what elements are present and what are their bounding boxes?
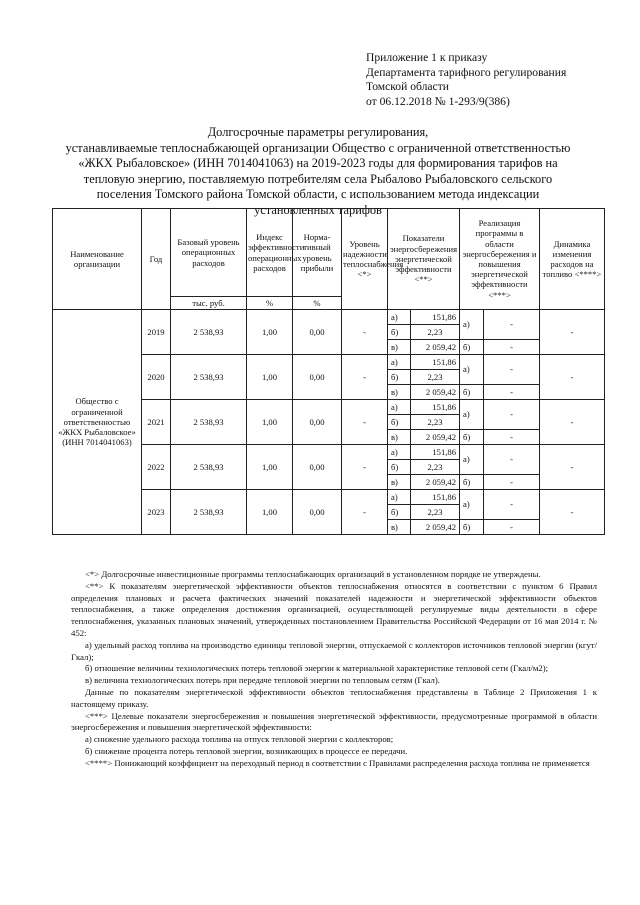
program-value-a: - — [484, 490, 540, 520]
reliability-cell: - — [342, 355, 388, 400]
energy-value-a: 151,86 — [411, 490, 460, 505]
footnote: б) отношение величины технологических потерь тепловой энергии к материальной характеристике тепловой сети (Гкал/м2); — [85, 663, 549, 674]
order-header — [366, 51, 566, 109]
energy-marker: а) — [388, 355, 411, 370]
energy-value-v: 2 059,42 — [411, 385, 460, 400]
profit-level-cell: 0,00 — [293, 310, 342, 355]
fuel-dynamics-cell: - — [540, 355, 605, 400]
program-marker: б) — [460, 520, 484, 535]
energy-value-a: 151,86 — [411, 355, 460, 370]
fuel-dynamics-cell: - — [540, 400, 605, 445]
profit-level-cell: 0,00 — [293, 445, 342, 490]
profit-level-cell: 0,00 — [293, 490, 342, 535]
program-marker: а) — [460, 355, 484, 385]
header-reliability: Уровень надежности теплоснабжения <*> — [342, 209, 388, 310]
energy-marker: б) — [388, 370, 411, 385]
header-line: от 06.12.2018 № 1-293/9(386) — [366, 94, 510, 108]
energy-value-v: 2 059,42 — [411, 520, 460, 535]
fuel-dynamics-cell: - — [540, 310, 605, 355]
program-value-a: - — [484, 310, 540, 340]
energy-marker: б) — [388, 460, 411, 475]
program-value-b: - — [484, 340, 540, 355]
unit-norm: % — [293, 297, 342, 310]
efficiency-index-cell: 1,00 — [247, 355, 293, 400]
year-cell: 2021 — [142, 400, 171, 445]
title-line: устанавливаемые теплоснабжающей организации Общество с ограниченной ответственностью — [65, 140, 571, 155]
title-line: тепловую энергию, поставляемую потребителям села Рыбалово Рыбаловского сельского — [83, 171, 553, 186]
program-marker: б) — [460, 385, 484, 400]
header-program: Реализация программы в области энергосбережения и повышения энергетической эффективности <***> — [460, 209, 540, 310]
fuel-dynamics-cell: - — [540, 490, 605, 535]
energy-value-a: 151,86 — [411, 400, 460, 415]
header-line: Департамента тарифного регулирования — [366, 65, 567, 79]
header-line: Томской области — [366, 80, 449, 93]
fuel-dynamics-cell: - — [540, 445, 605, 490]
energy-marker: в) — [388, 385, 411, 400]
energy-marker: в) — [388, 520, 411, 535]
program-marker: а) — [460, 400, 484, 430]
program-marker: б) — [460, 340, 484, 355]
base-cost-cell: 2 538,93 — [171, 310, 247, 355]
table-row — [53, 310, 605, 325]
energy-value-a: 151,86 — [411, 445, 460, 460]
unit-index: % — [247, 297, 293, 310]
program-value-b: - — [484, 385, 540, 400]
energy-value-b: 2,23 — [411, 370, 460, 385]
efficiency-index-cell: 1,00 — [247, 490, 293, 535]
energy-marker: б) — [388, 505, 411, 520]
title-line: установленных тарифов — [254, 202, 382, 217]
footnote: а) удельный расход топлива на производство единицы тепловой энергии, отпускаемой с коллекторов источников тепловой энергии (кгут/Гкал); — [71, 639, 597, 662]
base-cost-cell: 2 538,93 — [171, 400, 247, 445]
parameters-table — [52, 208, 605, 535]
unit-base: тыс. руб. — [171, 297, 247, 310]
program-value-b: - — [484, 430, 540, 445]
footnote: Данные по показателям энергетической эффективности объектов теплоснабжения представлены в Таблице 2 Приложения 1 к настоящему приказу. — [71, 686, 597, 709]
energy-value-b: 2,23 — [411, 505, 460, 520]
energy-marker: б) — [388, 325, 411, 340]
program-value-a: - — [484, 400, 540, 430]
base-cost-cell: 2 538,93 — [171, 355, 247, 400]
header-line: Приложение 1 к приказу — [366, 51, 488, 64]
year-cell: 2022 — [142, 445, 171, 490]
program-marker: а) — [460, 445, 484, 475]
year-cell: 2020 — [142, 355, 171, 400]
header-base: Базовый уровень операционных расходов — [171, 209, 247, 297]
energy-marker: а) — [388, 490, 411, 505]
energy-value-b: 2,23 — [411, 415, 460, 430]
header-index: Индекс эффективности операционных расходов — [247, 209, 293, 297]
title-line: Долгосрочные параметры регулирования, — [207, 125, 429, 139]
program-value-a: - — [484, 445, 540, 475]
energy-value-v: 2 059,42 — [411, 475, 460, 490]
footnote: <***> Целевые показатели энергосбережения и повышения энергетической эффективности, предусмотренные программой в области энергосбережения и повышения энергетической эффективности: — [71, 710, 597, 733]
reliability-cell: - — [342, 490, 388, 535]
base-cost-cell: 2 538,93 — [171, 445, 247, 490]
footnote: а) снижение удельного расхода топлива на отпуск тепловой энергии с коллекторов; — [85, 734, 394, 745]
energy-marker: в) — [388, 340, 411, 355]
profit-level-cell: 0,00 — [293, 400, 342, 445]
footnote: <*> Долгосрочные инвестиционные программы теплоснабжающих организаций в установленном порядке не утверждены. — [85, 569, 541, 579]
program-marker: а) — [460, 310, 484, 340]
header-org: Наименование организации — [53, 209, 142, 310]
energy-marker: в) — [388, 475, 411, 490]
program-value-b: - — [484, 475, 540, 490]
energy-value-b: 2,23 — [411, 325, 460, 340]
footnote: в) величина технологических потерь при передаче тепловой энергии по тепловым сетям (Гкал). — [85, 675, 440, 686]
program-value-a: - — [484, 355, 540, 385]
header-dynamics: Динамика изменения расходов на топливо <****> — [540, 209, 605, 310]
energy-value-a: 151,86 — [411, 310, 460, 325]
year-cell: 2019 — [142, 310, 171, 355]
efficiency-index-cell: 1,00 — [247, 310, 293, 355]
energy-marker: а) — [388, 400, 411, 415]
program-marker: б) — [460, 430, 484, 445]
footnote: <****> Понижающий коэффициент на переходный период в соответствии с Правилами распределения расхода топлива не применяется — [85, 757, 590, 768]
footnote: <**> К показателям энергетической эффективности объектов теплоснабжения относятся в соответствии с пунктом 6 Правил определения плановых и расчета фактических значений показателей надежности и энергетической эффективности объектов теплоснабжения, а также определения достижения организацией, осуществляющей регулируемые виды деятельности в сфере теплоснабжения, указанных плановых значений, утвержденных постановлением Правительства Российской Федерации от 16 мая 2014 г. № 452: — [71, 580, 597, 638]
base-cost-cell: 2 538,93 — [171, 490, 247, 535]
footnote: б) снижение процента потерь тепловой энергии, возникающих в процессе ее передачи. — [85, 745, 408, 756]
title-line: «ЖКХ Рыбаловское» (ИНН 7014041063) на 2019-2023 годы для формирования тарифов на — [78, 156, 558, 170]
reliability-cell: - — [342, 400, 388, 445]
profit-level-cell: 0,00 — [293, 355, 342, 400]
reliability-cell: - — [342, 445, 388, 490]
efficiency-index-cell: 1,00 — [247, 400, 293, 445]
title-line: поселения Томского района Томской области, с использованием метода индексации — [96, 187, 540, 201]
reliability-cell: - — [342, 310, 388, 355]
program-marker: а) — [460, 490, 484, 520]
program-value-b: - — [484, 520, 540, 535]
year-cell: 2023 — [142, 490, 171, 535]
energy-marker: б) — [388, 415, 411, 430]
header-norm: Норма-тивный уровень прибыли — [293, 209, 342, 297]
energy-value-v: 2 059,42 — [411, 340, 460, 355]
energy-marker: в) — [388, 430, 411, 445]
footnotes — [71, 569, 597, 770]
org-name-cell: Общество с ограниченной ответственностью «ЖКХ Рыбаловское» (ИНН 7014041063) — [53, 310, 142, 535]
efficiency-index-cell: 1,00 — [247, 445, 293, 490]
header-year: Год — [142, 209, 171, 310]
energy-marker: а) — [388, 445, 411, 460]
energy-value-v: 2 059,42 — [411, 430, 460, 445]
program-marker: б) — [460, 475, 484, 490]
energy-value-b: 2,23 — [411, 460, 460, 475]
header-energy: Показатели энергосбережения энергетической эффективности <**> — [388, 209, 460, 310]
document-title — [40, 125, 596, 218]
energy-marker: а) — [388, 310, 411, 325]
